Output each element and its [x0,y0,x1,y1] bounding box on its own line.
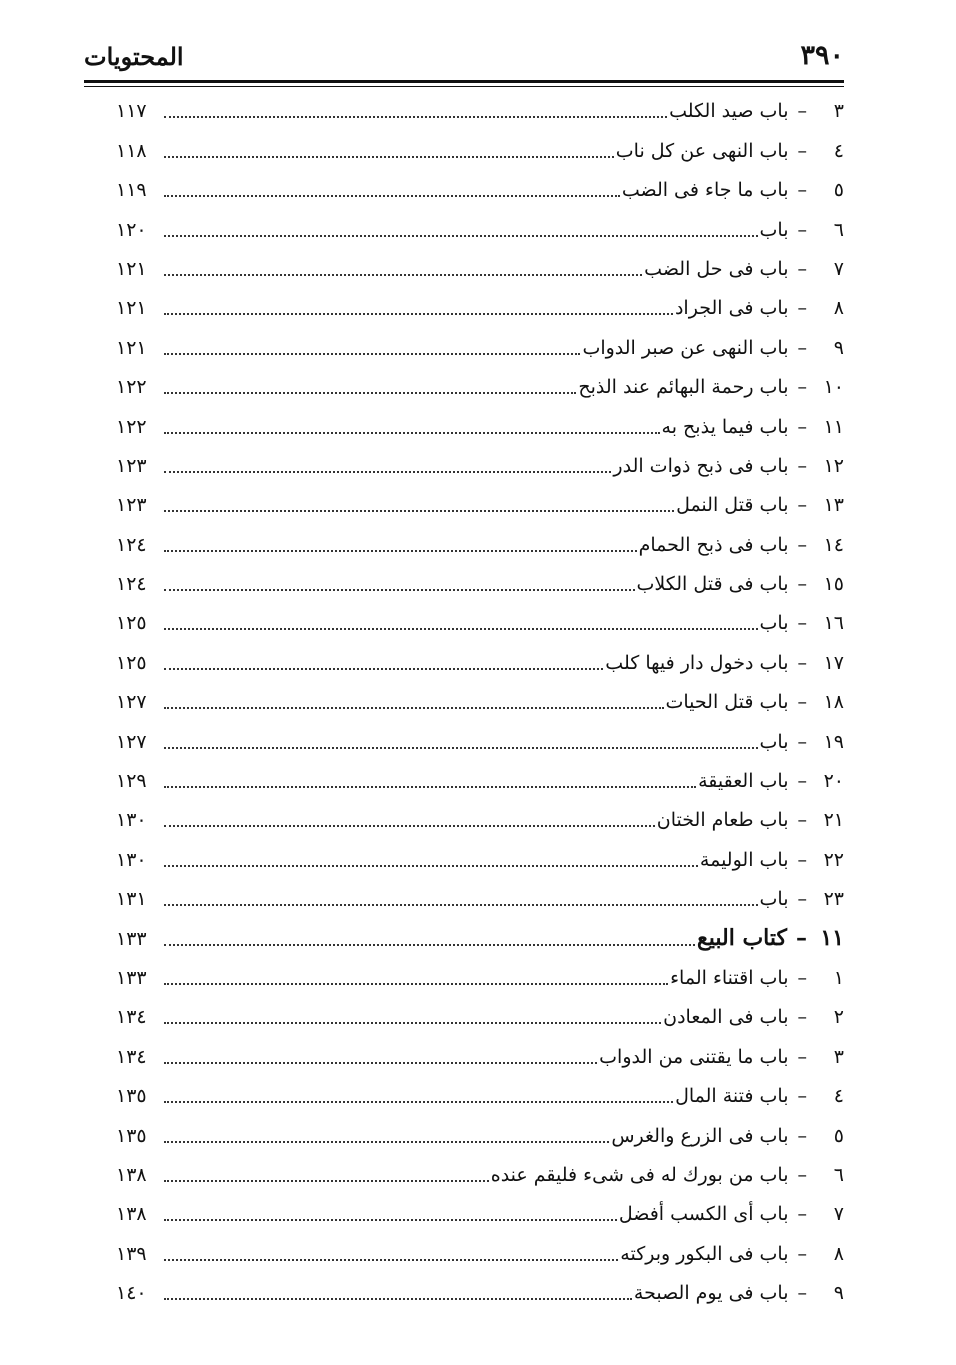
entry-separator: – [796,924,807,951]
entry-number: ١٧ [823,651,844,674]
entry-page-number: ١٣٠ [116,848,147,871]
dot-leader [164,1022,661,1024]
entry-page-number: ١٣٤ [116,1006,147,1029]
toc-entry [116,167,844,206]
entry-number: ٤ [833,139,844,162]
entry-page-number: ١٢٧ [116,730,147,753]
toc-entry [116,1152,844,1191]
entry-page-number: ١٣٨ [116,1163,147,1186]
toc-entry [116,88,844,127]
entry-title: باب قتل الحيات [665,691,789,714]
entry-title: باب فى قتل الكلاب [636,573,789,596]
header-rule-thin [84,86,844,87]
entry-page-number: ١٢١ [116,297,147,320]
toc-entry [116,561,844,600]
entry-separator: – [797,770,807,793]
entry-page-number: ١٢٣ [116,494,147,517]
toc-entry [116,1112,844,1151]
dot-leader [164,1141,609,1143]
entry-number: ٦ [833,1163,844,1186]
dot-leader [164,628,758,630]
entry-title: باب فيما يذبح به [661,415,789,438]
entry-title: باب [759,218,789,241]
toc-entry [116,521,844,560]
entry-number: ٥ [833,1124,844,1147]
page-header [84,40,844,80]
dot-leader [164,156,614,158]
entry-page-number: ١٢٤ [116,533,147,556]
dot-leader [164,707,664,709]
entry-number: ١٢ [823,454,844,477]
dot-leader [164,471,611,473]
entry-number: ١٨ [823,691,844,714]
entry-number: ١٣ [823,494,844,517]
entry-title: باب النهى عن كل ناب [615,139,789,162]
entry-page-number: ١١٩ [116,179,147,202]
dot-leader [164,235,758,237]
entry-number: ٢٢ [823,848,844,871]
toc-entry [116,285,844,324]
page-number: ٣٩٠ [800,40,844,71]
entry-title: باب [759,612,789,635]
entry-title: باب [759,888,789,911]
entry-page-number: ١٢٥ [116,651,147,674]
toc-entry [116,403,844,442]
toc-entry [116,836,844,875]
dot-leader [164,510,674,512]
entry-separator: – [797,179,807,202]
dot-leader [164,1259,618,1261]
entry-separator: – [797,454,807,477]
entry-title: باب العقيقة [698,770,789,793]
entry-page-number: ١١٨ [116,139,147,162]
dot-leader [164,313,673,315]
entry-number: ٧ [833,1203,844,1226]
table-of-contents [116,88,844,1309]
entry-separator: – [797,966,807,989]
entry-page-number: ١٣٣ [116,927,147,950]
entry-page-number: ١٢٩ [116,770,147,793]
entry-page-number: ١٤٠ [116,1282,147,1305]
entry-title: باب قتل النمل [676,494,789,517]
entry-title: باب فى الزرع والغرس [611,1124,789,1147]
dot-leader [164,825,655,827]
entry-separator: – [797,651,807,674]
entry-separator: – [797,1203,807,1226]
entry-page-number: ١٢١ [116,336,147,359]
entry-title: باب النهى عن صبر الدواب [582,336,789,359]
entry-number: ٤ [833,1085,844,1108]
entry-separator: – [797,573,807,596]
entry-title: باب طعام الختان [656,809,789,832]
entry-title: باب الوليمة [699,848,789,871]
entry-title: باب فى البكور وبركته [620,1242,789,1265]
entry-title: باب اقتناء الماء [670,966,789,989]
entry-number: ٢١ [823,809,844,832]
toc-entry [116,127,844,166]
entry-number: ٩ [833,336,844,359]
entry-page-number: ١٢٧ [116,691,147,714]
dot-leader [164,274,642,276]
entry-number: ٦ [833,218,844,241]
entry-title: باب فى يوم الصبحة [633,1282,789,1305]
entry-title: باب [759,730,789,753]
entry-separator: – [797,730,807,753]
dot-leader [164,904,758,906]
entry-separator: – [797,848,807,871]
dot-leader [164,865,698,867]
entry-title: باب دخول دار فيها كلب [605,651,789,674]
toc-entry [116,324,844,363]
toc-entry [116,1230,844,1269]
dot-leader [164,1180,489,1182]
toc-entry [116,797,844,836]
entry-number: ١٥ [823,573,844,596]
entry-number: ١١ [823,415,844,438]
toc-entry [116,639,844,678]
dot-leader [164,353,580,355]
toc-entry [116,1073,844,1112]
entry-page-number: ١٣٨ [116,1203,147,1226]
entry-title: باب فى حل الضب [644,257,789,280]
entry-separator: – [797,1006,807,1029]
entry-page-number: ١٢٥ [116,612,147,635]
entry-number: ٥ [833,179,844,202]
entry-page-number: ١٢٢ [116,415,147,438]
entry-number: ٣ [833,100,844,123]
dot-leader [164,589,635,591]
entry-separator: – [797,888,807,911]
toc-entry [116,206,844,245]
entry-separator: – [797,336,807,359]
entry-number: ٨ [833,297,844,320]
entry-page-number: ١٣٥ [116,1124,147,1147]
entry-page-number: ١٢٤ [116,573,147,596]
toc-entry [116,482,844,521]
entry-title: باب فى ذبح الحمام [638,533,789,556]
entry-title: كتاب البيع [697,924,787,951]
entry-number: ٢٣ [823,888,844,911]
entry-separator: – [797,612,807,635]
entry-number: ١ [833,966,844,989]
running-title: المحتويات [84,42,184,71]
entry-separator: – [797,1242,807,1265]
dot-leader [164,944,695,946]
toc-entry [116,758,844,797]
entry-page-number: ١٣٤ [116,1045,147,1068]
toc-entry [116,443,844,482]
dot-leader [164,392,576,394]
entry-page-number: ١٢٣ [116,454,147,477]
entry-number: ٩ [833,1282,844,1305]
dot-leader [164,550,637,552]
dot-leader [164,786,696,788]
entry-title: باب فتنة المال [675,1085,789,1108]
toc-entry [116,994,844,1033]
toc-entry [116,679,844,718]
dot-leader [164,668,603,670]
dot-leader [164,432,660,434]
entry-page-number: ١٢٠ [116,218,147,241]
toc-entry [116,1033,844,1072]
entry-title: باب فى المعادن [663,1006,789,1029]
entry-title: باب ما جاء فى الضب [621,179,789,202]
toc-book-heading [116,915,844,954]
entry-number: ١٩ [823,730,844,753]
entry-title: باب ما يقتنى من الدواب [599,1045,789,1068]
entry-separator: – [797,533,807,556]
dot-leader [164,195,620,197]
entry-title: باب صيد الكلب [669,100,789,123]
entry-number: ٢٠ [823,770,844,793]
dot-leader [164,747,758,749]
entry-number: ٣ [833,1045,844,1068]
entry-title: باب أى الكسب أفضل [618,1203,789,1226]
entry-page-number: ١٢١ [116,257,147,280]
toc-entry [116,246,844,285]
dot-leader [164,983,668,985]
entry-separator: – [797,218,807,241]
dot-leader [164,1101,673,1103]
entry-separator: – [797,297,807,320]
toc-entry [116,1270,844,1309]
entry-page-number: ١٣٠ [116,809,147,832]
toc-entry [116,364,844,403]
dot-leader [164,1062,597,1064]
entry-page-number: ١٣٩ [116,1242,147,1265]
entry-title: باب من بورك له فى شىء فليقم عنده [490,1163,789,1186]
entry-separator: – [797,139,807,162]
entry-separator: – [797,415,807,438]
entry-page-number: ١٣٥ [116,1085,147,1108]
toc-entry [116,1191,844,1230]
entry-page-number: ١٣٣ [116,966,147,989]
entry-number: ٨ [833,1242,844,1265]
entry-number: ١٠ [823,376,844,399]
entry-page-number: ١٢٢ [116,376,147,399]
entry-separator: – [797,494,807,517]
entry-page-number: ١١٧ [116,100,147,123]
entry-separator: – [797,376,807,399]
entry-title: باب رحمة البهائم عند الذبح [578,376,789,399]
entry-number: ١٦ [823,612,844,635]
entry-number: ٧ [833,257,844,280]
entry-page-number: ١٣١ [116,888,147,911]
entry-title: باب فى ذبح ذوات الدر [613,454,789,477]
dot-leader [164,1298,632,1300]
entry-number: ١٤ [823,533,844,556]
toc-entry [116,876,844,915]
entry-separator: – [797,257,807,280]
entry-separator: – [797,1124,807,1147]
entry-separator: – [797,1085,807,1108]
entry-separator: – [797,1282,807,1305]
dot-leader [164,1219,617,1221]
toc-entry [116,718,844,757]
entry-separator: – [797,1163,807,1186]
dot-leader [164,116,667,118]
entry-number: ٢ [833,1006,844,1029]
entry-separator: – [797,809,807,832]
entry-separator: – [797,1045,807,1068]
entry-separator: – [797,100,807,123]
header-rule-thick [84,80,844,83]
entry-title: باب فى الجراد [674,297,789,320]
toc-entry [116,955,844,994]
toc-entry [116,600,844,639]
entry-number: ١١ [820,924,844,951]
entry-separator: – [797,691,807,714]
